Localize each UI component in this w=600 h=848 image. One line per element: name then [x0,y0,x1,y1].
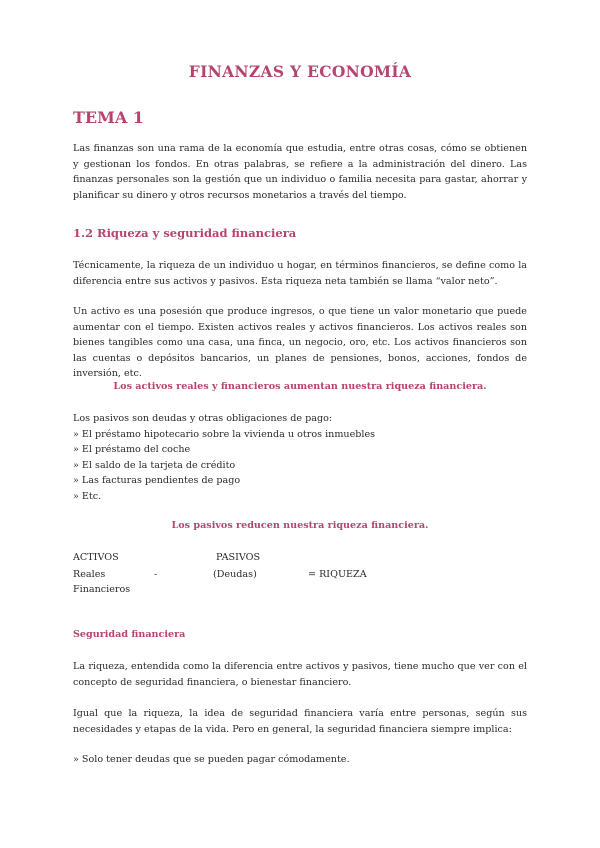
list-item: » El préstamo hipotecario sobre la vivienda u otros inmuebles [73,429,376,440]
section-heading: 1.2 Riqueza y seguridad financiera [73,226,297,240]
list-item: » Etc. [73,490,102,502]
riqueza-paragraph: Técnicamente, la riqueza de un individuo u hogar, en términos financieros, se define como la diferencia entre sus activos y pasivos. Esta riqueza neta también se llama “valor neto”. [73,260,527,287]
seguridad-heading: Seguridad financiera [73,629,186,640]
pasivos-intro: Los pasivos son deudas y otras obligaciones de pago: [73,413,333,424]
intro-paragraph: Las finanzas son una rama de la economía que estudia, entre otras cosas, cómo se obtienen y gestionan los fondos. En otras palabras, se refiere a la administración del dinero. Las finanzas personales son la gestión que un individuo o familia necesita para gastar, ahorrar y planificar su dinero y otros recursos monetarios a través del tiempo. [73,143,527,201]
pasivos-list [73,427,375,504]
seguridad-paragraph-1: La riqueza, entendida como la diferencia entre activos y pasivos, tiene mucho que ver con el concepto de seguridad financiera, o bienestar financiero. [73,661,527,688]
minus-sign: - [154,569,158,580]
document-title: FINANZAS Y ECONOMÍA [188,62,412,81]
seguridad-paragraph-2: Igual que la riqueza, la idea de seguridad financiera varía entre personas, según sus necesidades y etapas de la vida. Pero en general, la seguridad financiera siempre implica: [73,708,527,735]
seguridad-item: » Solo tener deudas que se pueden pagar cómodamente. [73,754,350,765]
deudas-label: (Deudas) [213,569,257,580]
activo-paragraph: Un activo es una posesión que produce ingresos, o que tiene un valor monetario que puede aumentar con el tiempo. Existen activos reales y activos financieros. Los activos reales son bienes tangibles como una casa, una finca, un negocio, oro, etc. Los activos financieros son las cuentas o depósitos bancarios, un planes de pensiones, bonos, acciones, fondos de inversión, etc. [73,306,527,380]
tema-heading: TEMA 1 [73,108,144,127]
callout-pasivos: Los pasivos reducen nuestra riqueza financiera. [171,520,429,531]
list-item: » El saldo de la tarjeta de crédito [73,459,236,471]
activos-label: ACTIVOS [73,552,119,563]
riqueza-result: = RIQUEZA [308,569,367,580]
financieros-label: Financieros [73,584,131,595]
callout-activos: Los activos reales y financieros aumentan nuestra riqueza financiera. [113,381,487,392]
list-item: » El préstamo del coche [73,444,191,456]
reales-label: Reales [73,569,106,580]
list-item: » Las facturas pendientes de pago [73,475,241,487]
pasivos-label: PASIVOS [216,552,261,563]
